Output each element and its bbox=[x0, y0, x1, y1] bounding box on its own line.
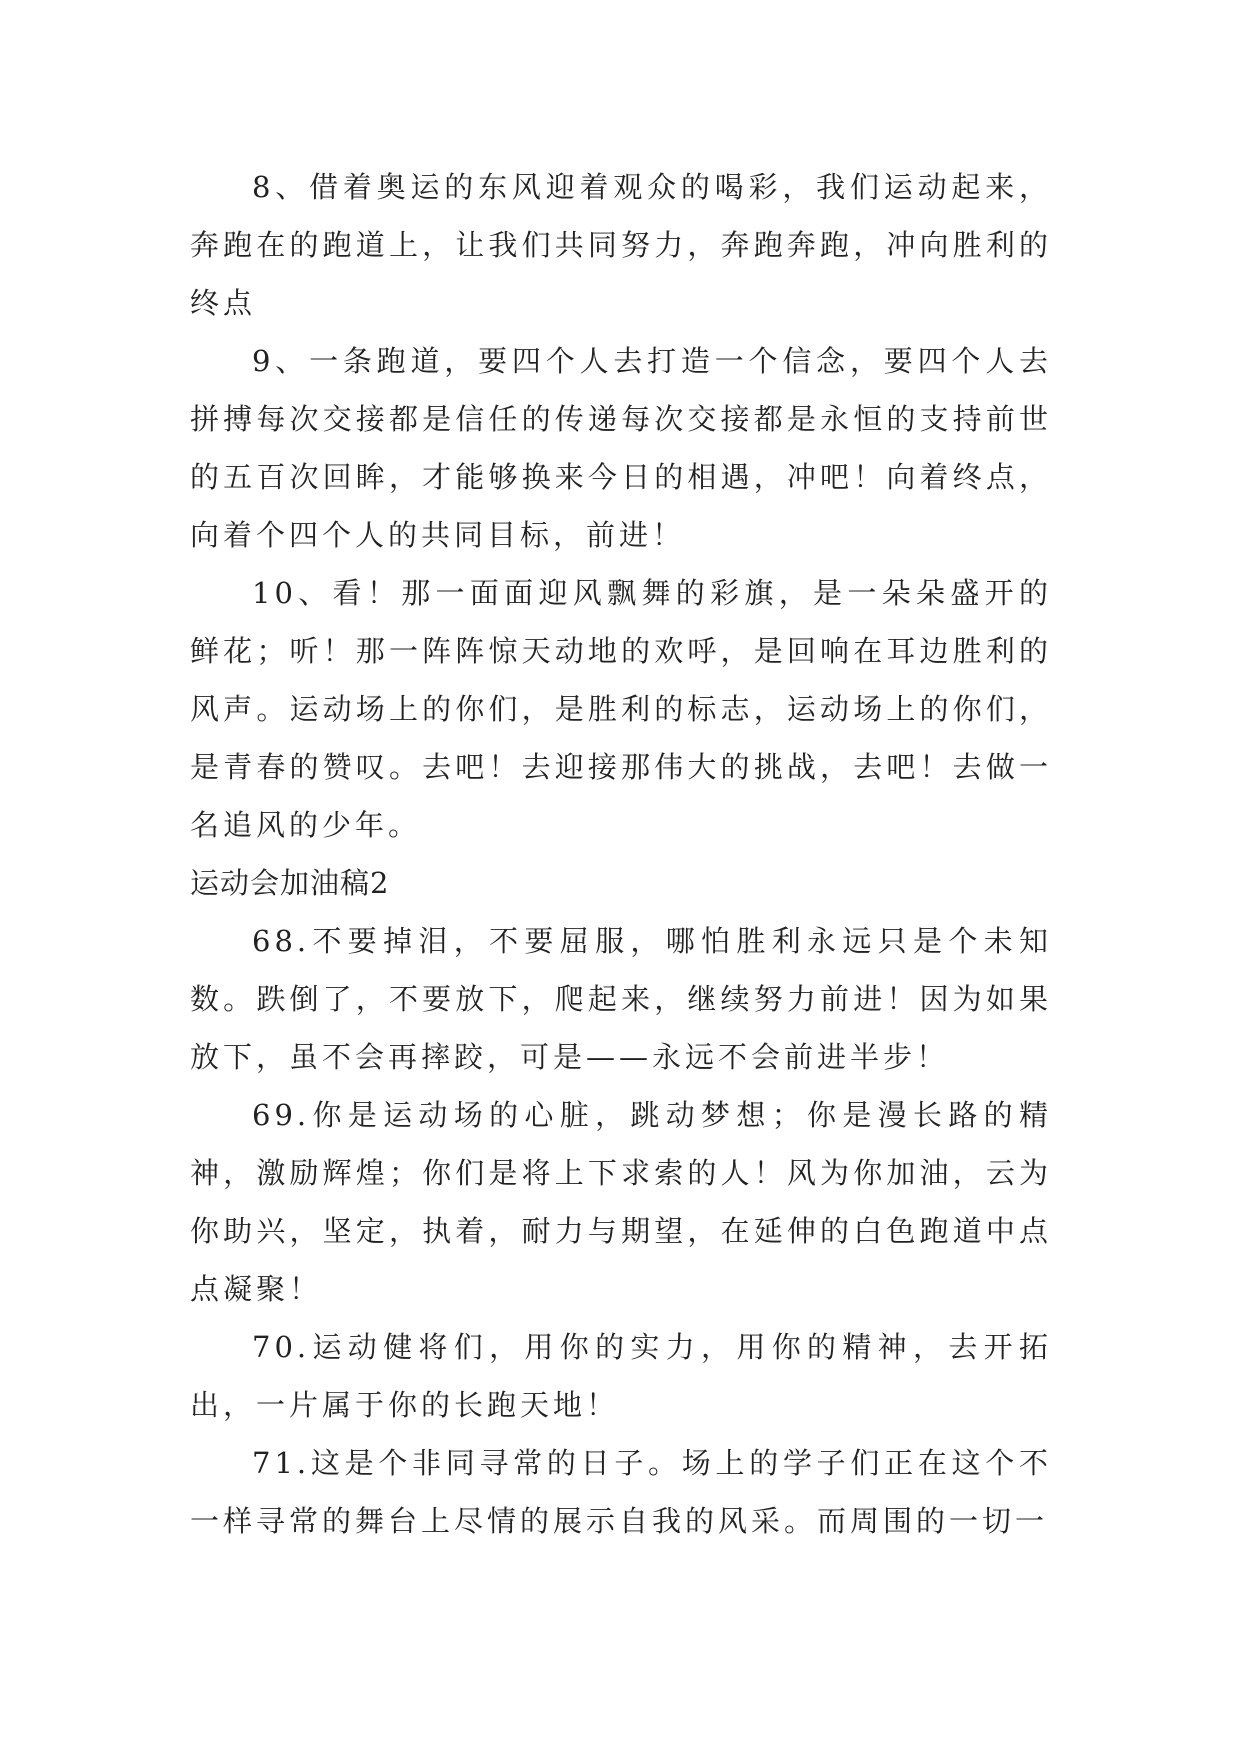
paragraph-10: 10、看！那一面面迎风飘舞的彩旗，是一朵朵盛开的鲜花；听！那一阵阵惊天动地的欢呼，是回响在耳边胜利的风声。运动场上的你们，是胜利的标志，运动场上的你们，是青春的赞叹。去吧！去迎接那伟大的挑战，去吧！去做一名追风的少年。 bbox=[190, 576, 1052, 842]
paragraph-70: 70.运动健将们，用你的实力，用你的精神，去开拓出，一片属于你的长跑天地！ bbox=[190, 1330, 1052, 1422]
paragraph-8: 8、借着奥运的东风迎着观众的喝彩，我们运动起来，奔跑在的跑道上，让我们共同努力，奔跑奔跑，冲向胜利的终点 bbox=[190, 170, 1052, 320]
paragraph-69: 69.你是运动场的心脏，跳动梦想；你是漫长路的精神，激励辉煌；你们是将上下求索的人！风为你加油，云为你助兴，坚定，执着，耐力与期望，在延伸的白色跑道中点点凝聚！ bbox=[190, 1098, 1052, 1306]
paragraph-68: 68.不要掉泪，不要屈服，哪怕胜利永远只是个未知数。跌倒了，不要放下，爬起来，继续努力前进！因为如果放下，虽不会再摔跤，可是——永远不会前进半步！ bbox=[190, 924, 1052, 1074]
paragraph-71: 71.这是个非同寻常的日子。场上的学子们正在这个不一样寻常的舞台上尽情的展示自我的风采。而周围的一切一 bbox=[190, 1446, 1052, 1538]
document-body bbox=[190, 158, 1052, 1550]
paragraph-9: 9、一条跑道，要四个人去打造一个信念，要四个人去拼搏每次交接都是信任的传递每次交接都是永恒的支持前世的五百次回眸，才能够换来今日的相遇，冲吧！向着终点，向着个四个人的共同目标，前进！ bbox=[190, 344, 1052, 552]
section-heading: 运动会加油稿2 bbox=[190, 866, 390, 900]
